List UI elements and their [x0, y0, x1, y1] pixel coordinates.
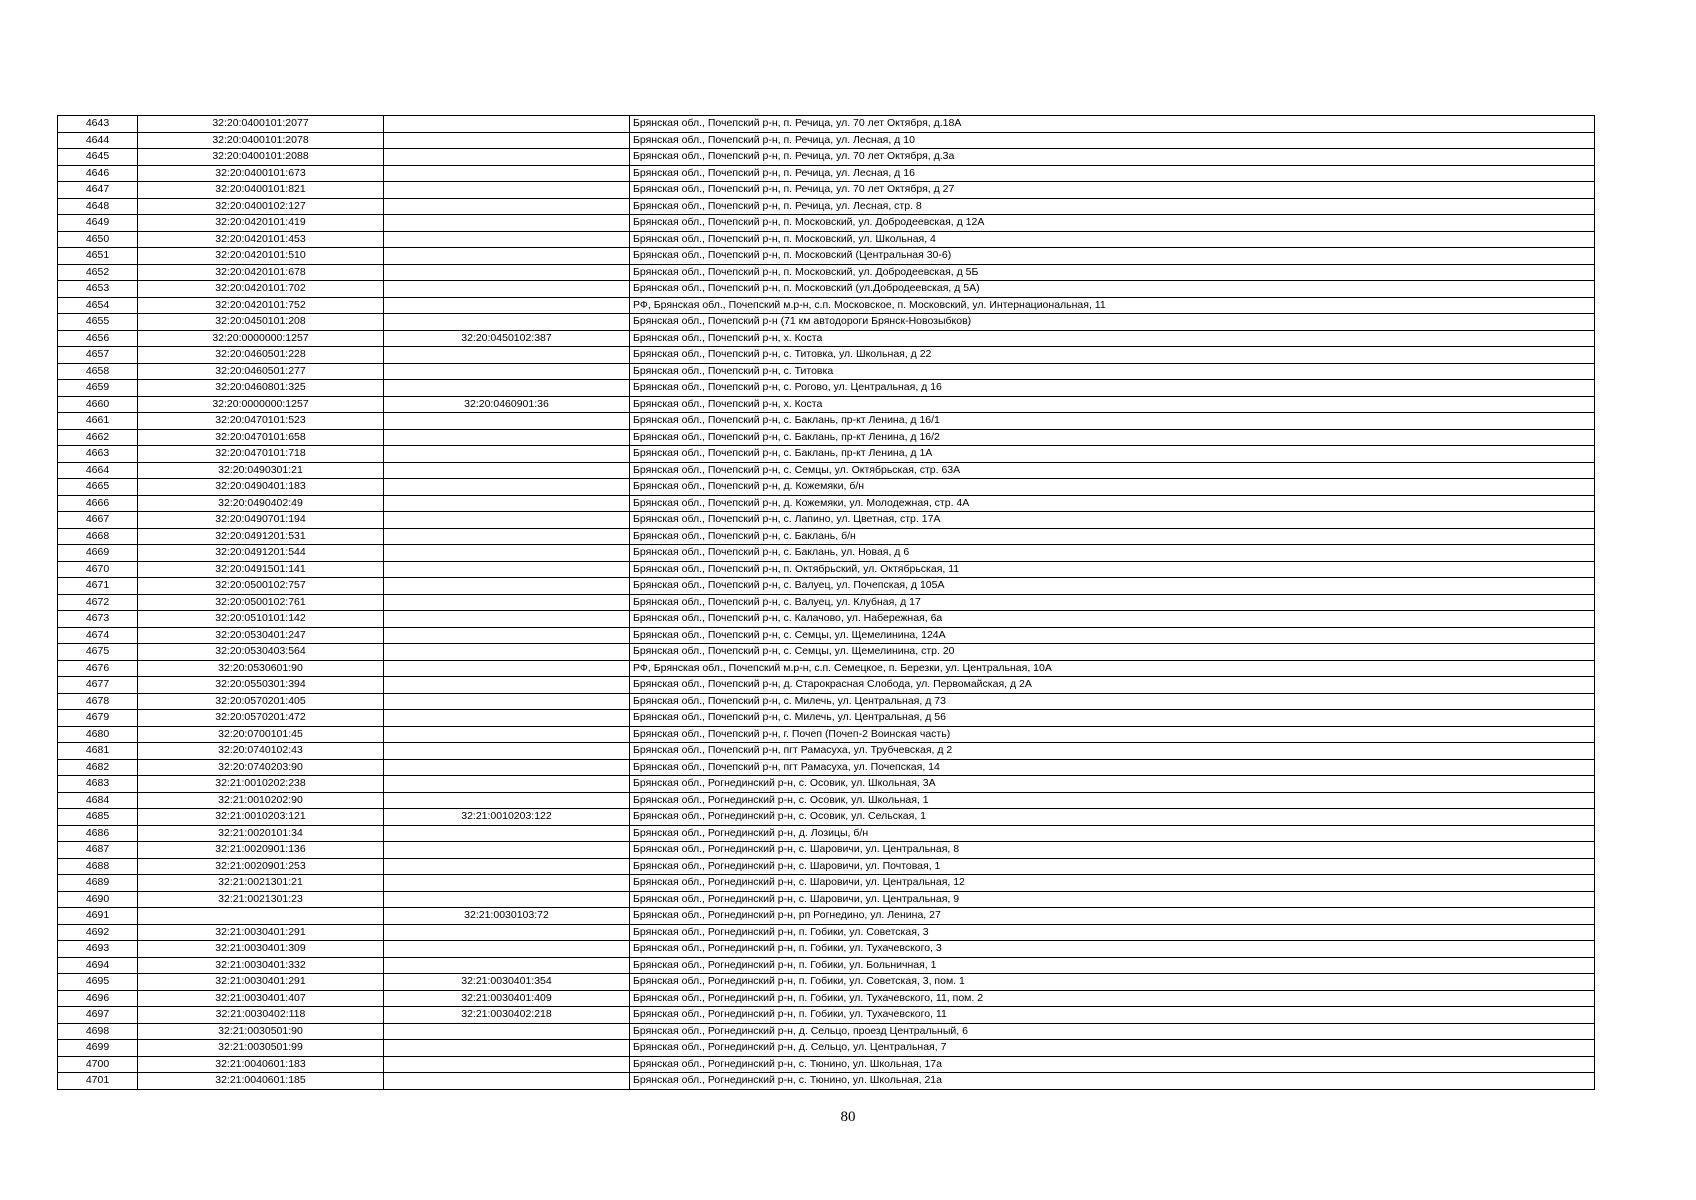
cadastral-number-cell: 32:20:0490301:21 — [138, 462, 384, 479]
cadastral-number-cell: 32:20:0490701:194 — [138, 512, 384, 529]
related-cadastral-number-cell: 32:20:0460901:36 — [384, 396, 630, 413]
table-row — [58, 528, 1595, 545]
related-cadastral-number-cell — [384, 693, 630, 710]
table-row — [58, 380, 1595, 397]
address-cell: Брянская обл., Почепский р-н, п. Московский, ул. Школьная, 4 — [630, 231, 1595, 248]
related-cadastral-number-cell — [384, 512, 630, 529]
row-number-cell: 4659 — [58, 380, 138, 397]
row-number-cell: 4694 — [58, 957, 138, 974]
table-row — [58, 132, 1595, 149]
table-row — [58, 974, 1595, 991]
cadastral-number-cell: 32:20:0000000:1257 — [138, 330, 384, 347]
cadastral-number-cell: 32:20:0420101:419 — [138, 215, 384, 232]
row-number-cell: 4686 — [58, 825, 138, 842]
address-cell: Брянская обл., Почепский р-н, п. Октябрьский, ул. Октябрьская, 11 — [630, 561, 1595, 578]
row-number-cell: 4672 — [58, 594, 138, 611]
row-number-cell: 4680 — [58, 726, 138, 743]
related-cadastral-number-cell — [384, 710, 630, 727]
table-row — [58, 792, 1595, 809]
address-cell: Брянская обл., Почепский р-н, п. Московский, ул. Добродеевская, д 12А — [630, 215, 1595, 232]
address-cell: Брянская обл., Почепский р-н, с. Баклань, ул. Новая, д 6 — [630, 545, 1595, 562]
cadastral-number-cell: 32:20:0491501:141 — [138, 561, 384, 578]
cadastral-number-cell: 32:20:0400101:2077 — [138, 116, 384, 133]
cadastral-number-cell — [138, 908, 384, 925]
cadastral-number-cell: 32:21:0010202:90 — [138, 792, 384, 809]
cadastral-number-cell: 32:20:0460501:228 — [138, 347, 384, 364]
related-cadastral-number-cell — [384, 759, 630, 776]
cadastral-number-cell: 32:20:0500102:761 — [138, 594, 384, 611]
address-cell: Брянская обл., Рогнединский р-н, п. Гобики, ул. Советская, 3 — [630, 924, 1595, 941]
related-cadastral-number-cell — [384, 248, 630, 265]
row-number-cell: 4685 — [58, 809, 138, 826]
address-cell: Брянская обл., Рогнединский р-н, с. Шаровичи, ул. Центральная, 9 — [630, 891, 1595, 908]
related-cadastral-number-cell: 32:21:0030401:409 — [384, 990, 630, 1007]
related-cadastral-number-cell — [384, 314, 630, 331]
table-row — [58, 726, 1595, 743]
cadastral-number-cell: 32:21:0030401:407 — [138, 990, 384, 1007]
table-row — [58, 396, 1595, 413]
address-cell: Брянская обл., Почепский р-н, д. Кожемяки, б/н — [630, 479, 1595, 496]
related-cadastral-number-cell — [384, 198, 630, 215]
related-cadastral-number-cell — [384, 875, 630, 892]
row-number-cell: 4689 — [58, 875, 138, 892]
row-number-cell: 4701 — [58, 1073, 138, 1090]
related-cadastral-number-cell — [384, 380, 630, 397]
row-number-cell: 4677 — [58, 677, 138, 694]
cadastral-number-cell: 32:21:0030401:291 — [138, 924, 384, 941]
cadastral-number-cell: 32:20:0400101:821 — [138, 182, 384, 199]
cadastral-number-cell: 32:20:0530401:247 — [138, 627, 384, 644]
cadastral-number-cell: 32:20:0550301:394 — [138, 677, 384, 694]
related-cadastral-number-cell — [384, 726, 630, 743]
related-cadastral-number-cell — [384, 182, 630, 199]
table-row — [58, 924, 1595, 941]
row-number-cell: 4696 — [58, 990, 138, 1007]
table-row — [58, 297, 1595, 314]
table-row — [58, 611, 1595, 628]
cadastral-number-cell: 32:20:0420101:678 — [138, 264, 384, 281]
row-number-cell: 4646 — [58, 165, 138, 182]
address-cell: Брянская обл., Почепский р-н, с. Рогово, ул. Центральная, д 16 — [630, 380, 1595, 397]
cadastral-number-cell: 32:20:0420101:702 — [138, 281, 384, 298]
related-cadastral-number-cell — [384, 429, 630, 446]
related-cadastral-number-cell — [384, 149, 630, 166]
row-number-cell: 4643 — [58, 116, 138, 133]
table-row — [58, 908, 1595, 925]
table-row — [58, 594, 1595, 611]
row-number-cell: 4664 — [58, 462, 138, 479]
related-cadastral-number-cell — [384, 495, 630, 512]
related-cadastral-number-cell — [384, 165, 630, 182]
cadastral-number-cell: 32:20:0491201:531 — [138, 528, 384, 545]
cadastral-number-cell: 32:21:0040601:183 — [138, 1056, 384, 1073]
table-row — [58, 842, 1595, 859]
address-cell: Брянская обл., Почепский р-н, п. Речица, ул. Лесная, д 16 — [630, 165, 1595, 182]
cadastral-number-cell: 32:20:0570201:472 — [138, 710, 384, 727]
related-cadastral-number-cell — [384, 132, 630, 149]
related-cadastral-number-cell — [384, 578, 630, 595]
table-row — [58, 413, 1595, 430]
table-row — [58, 660, 1595, 677]
row-number-cell: 4652 — [58, 264, 138, 281]
row-number-cell: 4697 — [58, 1007, 138, 1024]
table-row — [58, 1073, 1595, 1090]
table-row — [58, 1056, 1595, 1073]
address-cell: Брянская обл., Почепский р-н (71 км автодороги Брянск-Новозыбков) — [630, 314, 1595, 331]
row-number-cell: 4658 — [58, 363, 138, 380]
address-cell: Брянская обл., Почепский р-н, п. Московский (ул.Добродеевская, д 5А) — [630, 281, 1595, 298]
table-row — [58, 578, 1595, 595]
related-cadastral-number-cell — [384, 413, 630, 430]
row-number-cell: 4674 — [58, 627, 138, 644]
table-row — [58, 248, 1595, 265]
related-cadastral-number-cell — [384, 528, 630, 545]
table-row — [58, 314, 1595, 331]
address-cell: Брянская обл., Рогнединский р-н, д. Лозицы, б/н — [630, 825, 1595, 842]
address-cell: Брянская обл., Почепский р-н, с. Баклань, пр-кт Ленина, д 16/1 — [630, 413, 1595, 430]
address-cell: Брянская обл., Почепский р-н, п. Речица, ул. 70 лет Октября, д.18А — [630, 116, 1595, 133]
related-cadastral-number-cell: 32:20:0450102:387 — [384, 330, 630, 347]
row-number-cell: 4666 — [58, 495, 138, 512]
table-row — [58, 957, 1595, 974]
table-row — [58, 182, 1595, 199]
row-number-cell: 4665 — [58, 479, 138, 496]
address-cell: Брянская обл., Почепский р-н, д. Кожемяки, ул. Молодежная, стр. 4А — [630, 495, 1595, 512]
cadastral-number-cell: 32:21:0010203:121 — [138, 809, 384, 826]
table-row — [58, 710, 1595, 727]
address-cell: Брянская обл., Рогнединский р-н, с. Шаровичи, ул. Центральная, 8 — [630, 842, 1595, 859]
row-number-cell: 4649 — [58, 215, 138, 232]
table-row — [58, 743, 1595, 760]
row-number-cell: 4692 — [58, 924, 138, 941]
address-cell: Брянская обл., Почепский р-н, с. Титовка — [630, 363, 1595, 380]
related-cadastral-number-cell — [384, 561, 630, 578]
row-number-cell: 4670 — [58, 561, 138, 578]
table-row — [58, 1007, 1595, 1024]
table-row — [58, 330, 1595, 347]
address-cell: Брянская обл., Рогнединский р-н, п. Гобики, ул. Больничная, 1 — [630, 957, 1595, 974]
address-cell: Брянская обл., Почепский р-н, с. Валуец, ул. Клубная, д 17 — [630, 594, 1595, 611]
row-number-cell: 4662 — [58, 429, 138, 446]
cadastral-number-cell: 32:20:0460501:277 — [138, 363, 384, 380]
address-cell: Брянская обл., Почепский р-н, пгт Рамасуха, ул. Трубчевская, д 2 — [630, 743, 1595, 760]
page-number: 80 — [840, 1109, 856, 1125]
table-row — [58, 776, 1595, 793]
table-row — [58, 462, 1595, 479]
related-cadastral-number-cell — [384, 891, 630, 908]
address-cell: Брянская обл., Рогнединский р-н, с. Осовик, ул. Школьная, 1 — [630, 792, 1595, 809]
table-row — [58, 891, 1595, 908]
row-number-cell: 4653 — [58, 281, 138, 298]
table-row — [58, 858, 1595, 875]
table-row — [58, 809, 1595, 826]
related-cadastral-number-cell: 32:21:0030401:354 — [384, 974, 630, 991]
row-number-cell: 4687 — [58, 842, 138, 859]
related-cadastral-number-cell — [384, 792, 630, 809]
cadastral-number-cell: 32:21:0020101:34 — [138, 825, 384, 842]
related-cadastral-number-cell — [384, 1073, 630, 1090]
cadastral-number-cell: 32:20:0740203:90 — [138, 759, 384, 776]
related-cadastral-number-cell — [384, 677, 630, 694]
address-cell: Брянская обл., Почепский р-н, п. Речица, ул. 70 лет Октября, д.3а — [630, 149, 1595, 166]
table-row — [58, 198, 1595, 215]
cadastral-number-cell: 32:20:0400102:127 — [138, 198, 384, 215]
cadastral-number-cell: 32:20:0400101:2088 — [138, 149, 384, 166]
related-cadastral-number-cell — [384, 776, 630, 793]
related-cadastral-number-cell — [384, 941, 630, 958]
row-number-cell: 4644 — [58, 132, 138, 149]
table-row — [58, 264, 1595, 281]
table-row — [58, 644, 1595, 661]
cadastral-number-cell: 32:21:0030401:332 — [138, 957, 384, 974]
row-number-cell: 4663 — [58, 446, 138, 463]
related-cadastral-number-cell — [384, 231, 630, 248]
row-number-cell: 4656 — [58, 330, 138, 347]
address-cell: Брянская обл., Почепский р-н, с. Лапино, ул. Цветная, стр. 17А — [630, 512, 1595, 529]
cadastral-number-cell: 32:20:0420101:510 — [138, 248, 384, 265]
cadastral-number-cell: 32:21:0040601:185 — [138, 1073, 384, 1090]
address-cell: Брянская обл., Рогнединский р-н, п. Гобики, ул. Тухачевского, 11 — [630, 1007, 1595, 1024]
cadastral-number-cell: 32:21:0030401:291 — [138, 974, 384, 991]
cadastral-number-cell: 32:21:0030501:99 — [138, 1040, 384, 1057]
table-row — [58, 495, 1595, 512]
row-number-cell: 4684 — [58, 792, 138, 809]
cadastral-number-cell: 32:21:0030501:90 — [138, 1023, 384, 1040]
table-row — [58, 825, 1595, 842]
related-cadastral-number-cell — [384, 743, 630, 760]
address-cell: Брянская обл., Почепский р-н, д. Старокрасная Слобода, ул. Первомайская, д 2А — [630, 677, 1595, 694]
table-row — [58, 875, 1595, 892]
table-row — [58, 347, 1595, 364]
address-cell: Брянская обл., Рогнединский р-н, рп Рогнедино, ул. Ленина, 27 — [630, 908, 1595, 925]
related-cadastral-number-cell — [384, 842, 630, 859]
cadastral-number-cell: 32:20:0700101:45 — [138, 726, 384, 743]
address-cell: Брянская обл., Почепский р-н, с. Калачово, ул. Набережная, 6а — [630, 611, 1595, 628]
address-cell: Брянская обл., Почепский р-н, х. Коста — [630, 330, 1595, 347]
related-cadastral-number-cell — [384, 660, 630, 677]
table-row — [58, 545, 1595, 562]
related-cadastral-number-cell — [384, 611, 630, 628]
related-cadastral-number-cell: 32:21:0030103:72 — [384, 908, 630, 925]
address-cell: Брянская обл., Почепский р-н, х. Коста — [630, 396, 1595, 413]
table-row — [58, 363, 1595, 380]
cadastral-number-cell: 32:20:0400101:2078 — [138, 132, 384, 149]
cadastral-number-cell: 32:20:0740102:43 — [138, 743, 384, 760]
row-number-cell: 4661 — [58, 413, 138, 430]
address-cell: Брянская обл., Почепский р-н, с. Валуец, ул. Почепская, д 105А — [630, 578, 1595, 595]
table-row — [58, 215, 1595, 232]
table-row — [58, 165, 1595, 182]
row-number-cell: 4645 — [58, 149, 138, 166]
related-cadastral-number-cell — [384, 116, 630, 133]
related-cadastral-number-cell — [384, 1056, 630, 1073]
address-cell: Брянская обл., Почепский р-н, п. Речица, ул. Лесная, стр. 8 — [630, 198, 1595, 215]
table-row — [58, 693, 1595, 710]
table-row — [58, 561, 1595, 578]
table-row — [58, 512, 1595, 529]
related-cadastral-number-cell — [384, 281, 630, 298]
row-number-cell: 4668 — [58, 528, 138, 545]
row-number-cell: 4676 — [58, 660, 138, 677]
related-cadastral-number-cell — [384, 627, 630, 644]
address-cell: Брянская обл., Почепский р-н, с. Баклань, пр-кт Ленина, д 16/2 — [630, 429, 1595, 446]
cadastral-number-cell: 32:21:0020901:136 — [138, 842, 384, 859]
related-cadastral-number-cell — [384, 594, 630, 611]
row-number-cell: 4681 — [58, 743, 138, 760]
address-cell: Брянская обл., Почепский р-н, пгт Рамасуха, ул. Почепская, 14 — [630, 759, 1595, 776]
address-cell: Брянская обл., Почепский р-н, п. Речица, ул. Лесная, д 10 — [630, 132, 1595, 149]
address-cell: Брянская обл., Рогнединский р-н, п. Гобики, ул. Тухачевского, 11, пом. 2 — [630, 990, 1595, 1007]
related-cadastral-number-cell — [384, 264, 630, 281]
row-number-cell: 4669 — [58, 545, 138, 562]
related-cadastral-number-cell — [384, 825, 630, 842]
cadastral-number-cell: 32:20:0530601:90 — [138, 660, 384, 677]
cadastral-number-cell: 32:20:0420101:453 — [138, 231, 384, 248]
row-number-cell: 4657 — [58, 347, 138, 364]
address-cell: Брянская обл., Рогнединский р-н, п. Гобики, ул. Советская, 3, пом. 1 — [630, 974, 1595, 991]
cadastral-number-cell: 32:21:0030402:118 — [138, 1007, 384, 1024]
related-cadastral-number-cell: 32:21:0030402:218 — [384, 1007, 630, 1024]
row-number-cell: 4650 — [58, 231, 138, 248]
related-cadastral-number-cell — [384, 446, 630, 463]
address-cell: Брянская обл., Рогнединский р-н, п. Гобики, ул. Тухачевского, 3 — [630, 941, 1595, 958]
address-cell: Брянская обл., Рогнединский р-н, с. Осовик, ул. Школьная, 3А — [630, 776, 1595, 793]
row-number-cell: 4679 — [58, 710, 138, 727]
cadastral-number-cell: 32:20:0491201:544 — [138, 545, 384, 562]
related-cadastral-number-cell — [384, 644, 630, 661]
address-cell: РФ, Брянская обл., Почепский м.р-н, с.п. Московское, п. Московский, ул. Интернациональная, 11 — [630, 297, 1595, 314]
row-number-cell: 4698 — [58, 1023, 138, 1040]
address-cell: Брянская обл., Рогнединский р-н, с. Тюнино, ул. Школьная, 21а — [630, 1073, 1595, 1090]
cadastral-number-cell: 32:20:0490402:49 — [138, 495, 384, 512]
address-cell: Брянская обл., Почепский р-н, с. Семцы, ул. Щемелинина, 124А — [630, 627, 1595, 644]
related-cadastral-number-cell — [384, 347, 630, 364]
address-cell: Брянская обл., Почепский р-н, с. Семцы, ул. Щемелинина, стр. 20 — [630, 644, 1595, 661]
cadastral-number-cell: 32:20:0420101:752 — [138, 297, 384, 314]
row-number-cell: 4688 — [58, 858, 138, 875]
row-number-cell: 4655 — [58, 314, 138, 331]
cadastral-number-cell: 32:21:0021301:21 — [138, 875, 384, 892]
row-number-cell: 4654 — [58, 297, 138, 314]
address-cell: Брянская обл., Почепский р-н, п. Речица, ул. 70 лет Октября, д 27 — [630, 182, 1595, 199]
cadastral-number-cell: 32:20:0460801:325 — [138, 380, 384, 397]
cadastral-number-cell: 32:20:0500102:757 — [138, 578, 384, 595]
row-number-cell: 4693 — [58, 941, 138, 958]
table-row — [58, 429, 1595, 446]
address-cell: РФ, Брянская обл., Почепский м.р-н, с.п. Семецкое, п. Березки, ул. Центральная, 10А — [630, 660, 1595, 677]
row-number-cell: 4678 — [58, 693, 138, 710]
related-cadastral-number-cell — [384, 215, 630, 232]
cadastral-number-cell: 32:20:0470101:658 — [138, 429, 384, 446]
table-row — [58, 281, 1595, 298]
row-number-cell: 4700 — [58, 1056, 138, 1073]
cadastral-number-cell: 32:20:0490401:183 — [138, 479, 384, 496]
table-row — [58, 990, 1595, 1007]
cadastral-number-cell: 32:21:0020901:253 — [138, 858, 384, 875]
cadastral-number-cell: 32:20:0470101:523 — [138, 413, 384, 430]
table-row — [58, 231, 1595, 248]
related-cadastral-number-cell — [384, 957, 630, 974]
related-cadastral-number-cell — [384, 462, 630, 479]
cadastral-number-cell: 32:20:0000000:1257 — [138, 396, 384, 413]
row-number-cell: 4690 — [58, 891, 138, 908]
cadastral-number-cell: 32:20:0400101:673 — [138, 165, 384, 182]
registry-table — [57, 115, 1595, 1090]
cadastral-number-cell: 32:21:0030401:309 — [138, 941, 384, 958]
related-cadastral-number-cell — [384, 545, 630, 562]
row-number-cell: 4675 — [58, 644, 138, 661]
row-number-cell: 4660 — [58, 396, 138, 413]
address-cell: Брянская обл., Почепский р-н, с. Баклань, пр-кт Ленина, д 1А — [630, 446, 1595, 463]
table-row — [58, 116, 1595, 133]
table-row — [58, 149, 1595, 166]
related-cadastral-number-cell — [384, 1040, 630, 1057]
table-row — [58, 677, 1595, 694]
address-cell: Брянская обл., Почепский р-н, с. Семцы, ул. Октябрьская, стр. 63А — [630, 462, 1595, 479]
cadastral-number-cell: 32:21:0021301:23 — [138, 891, 384, 908]
related-cadastral-number-cell — [384, 858, 630, 875]
related-cadastral-number-cell — [384, 297, 630, 314]
table-row — [58, 446, 1595, 463]
address-cell: Брянская обл., Почепский р-н, с. Милечь, ул. Центральная, д 73 — [630, 693, 1595, 710]
cadastral-number-cell: 32:20:0450101:208 — [138, 314, 384, 331]
cadastral-number-cell: 32:20:0510101:142 — [138, 611, 384, 628]
address-cell: Брянская обл., Почепский р-н, г. Почеп (Почеп-2 Воинская часть) — [630, 726, 1595, 743]
cadastral-number-cell: 32:20:0530403:564 — [138, 644, 384, 661]
address-cell: Брянская обл., Рогнединский р-н, с. Осовик, ул. Сельская, 1 — [630, 809, 1595, 826]
row-number-cell: 4671 — [58, 578, 138, 595]
address-cell: Брянская обл., Рогнединский р-н, с. Шаровичи, ул. Почтовая, 1 — [630, 858, 1595, 875]
row-number-cell: 4699 — [58, 1040, 138, 1057]
related-cadastral-number-cell — [384, 1023, 630, 1040]
row-number-cell: 4651 — [58, 248, 138, 265]
related-cadastral-number-cell — [384, 363, 630, 380]
table-row — [58, 479, 1595, 496]
address-cell: Брянская обл., Рогнединский р-н, д. Сельцо, ул. Центральная, 7 — [630, 1040, 1595, 1057]
address-cell: Брянская обл., Рогнединский р-н, д. Сельцо, проезд Центральный, 6 — [630, 1023, 1595, 1040]
cadastral-number-cell: 32:21:0010202:238 — [138, 776, 384, 793]
address-cell: Брянская обл., Почепский р-н, п. Московский (Центральная 30-6) — [630, 248, 1595, 265]
address-cell: Брянская обл., Почепский р-н, с. Баклань, б/н — [630, 528, 1595, 545]
address-cell: Брянская обл., Рогнединский р-н, с. Тюнино, ул. Школьная, 17а — [630, 1056, 1595, 1073]
row-number-cell: 4682 — [58, 759, 138, 776]
address-cell: Брянская обл., Почепский р-н, с. Милечь, ул. Центральная, д 56 — [630, 710, 1595, 727]
row-number-cell: 4647 — [58, 182, 138, 199]
row-number-cell: 4695 — [58, 974, 138, 991]
related-cadastral-number-cell: 32:21:0010203:122 — [384, 809, 630, 826]
row-number-cell: 4691 — [58, 908, 138, 925]
row-number-cell: 4648 — [58, 198, 138, 215]
address-cell: Брянская обл., Рогнединский р-н, с. Шаровичи, ул. Центральная, 12 — [630, 875, 1595, 892]
table-row — [58, 759, 1595, 776]
row-number-cell: 4673 — [58, 611, 138, 628]
address-cell: Брянская обл., Почепский р-н, с. Титовка, ул. Школьная, д 22 — [630, 347, 1595, 364]
table-row — [58, 627, 1595, 644]
table-row — [58, 1040, 1595, 1057]
table-row — [58, 1023, 1595, 1040]
registry-table-body — [58, 116, 1595, 1090]
cadastral-number-cell: 32:20:0570201:405 — [138, 693, 384, 710]
row-number-cell: 4667 — [58, 512, 138, 529]
table-row — [58, 941, 1595, 958]
address-cell: Брянская обл., Почепский р-н, п. Московский, ул. Добродеевская, д 5Б — [630, 264, 1595, 281]
related-cadastral-number-cell — [384, 479, 630, 496]
cadastral-number-cell: 32:20:0470101:718 — [138, 446, 384, 463]
related-cadastral-number-cell — [384, 924, 630, 941]
row-number-cell: 4683 — [58, 776, 138, 793]
